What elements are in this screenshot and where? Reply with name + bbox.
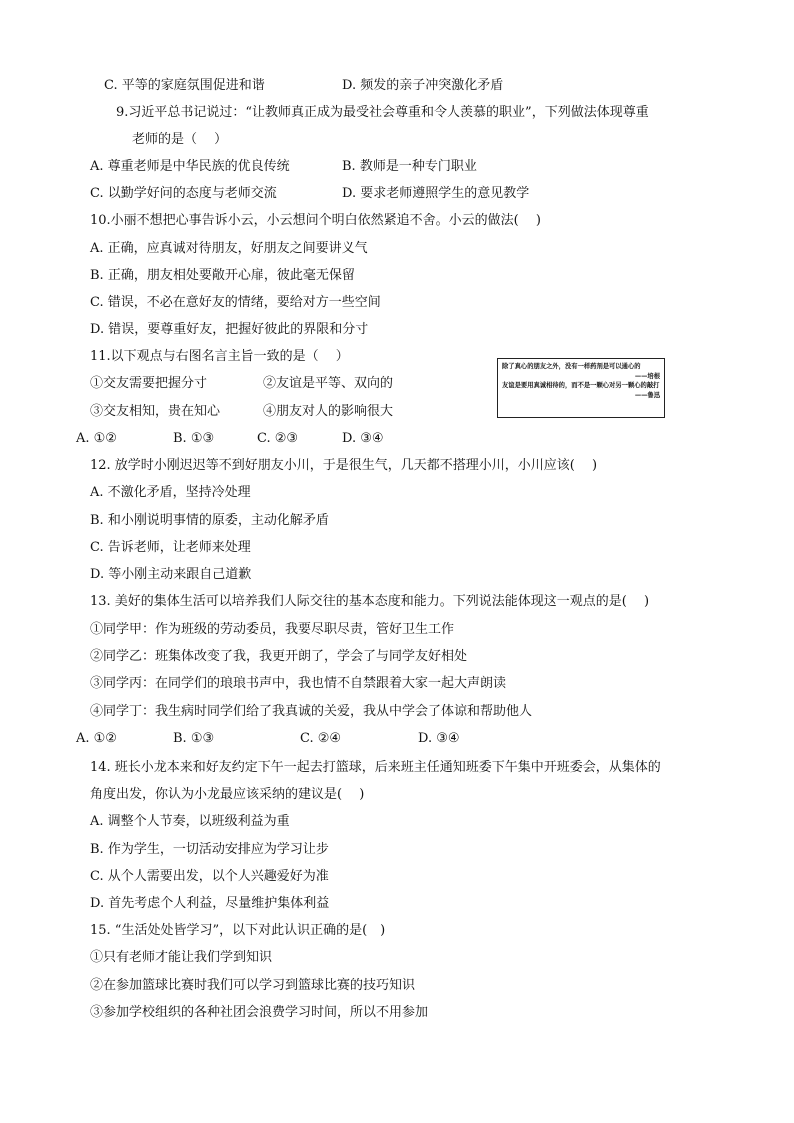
q9-option-c: C. 以勤学好问的态度与老师交流: [90, 186, 277, 201]
q14-stem: 14. 班长小龙本来和好友约定下午一起去打篮球，后来班主任通知班委下午集中开班委会，从集体的: [90, 760, 661, 775]
q14-stem-cont: 角度出发，你认为小龙最应该采纳的建议是( ): [90, 787, 365, 802]
q13-statement-3: ③同学丙：在同学们的琅琅书声中，我也情不自禁跟着大家一起大声朗读: [90, 676, 507, 691]
q11-option-c: C. ②③: [257, 431, 299, 446]
q12-stem: 12. 放学时小刚迟迟等不到好朋友小川，于是很生气，几天都不搭理小川，小川应该( ): [90, 458, 598, 473]
q14-option-c: C. 从个人需要出发，以个人兴趣爱好为准: [90, 869, 329, 884]
q13-statement-2: ②同学乙：班集体改变了我，我更开朗了，学会了与同学友好相处: [90, 649, 468, 664]
q12-option-d: D. 等小刚主动来跟自己道歉: [90, 567, 252, 582]
q12-option-c: C. 告诉老师，让老师来处理: [90, 540, 251, 555]
q11-statement-1: ①交友需要把握分寸: [90, 376, 208, 391]
q10-option-d: D. 错误，要尊重好友，把握好彼此的界限和分寸: [90, 322, 369, 337]
q14-option-b: B. 作为学生，一切活动安排应为学习让步: [90, 842, 329, 857]
q13-option-d: D. ③④: [418, 731, 460, 746]
q11-option-b: B. ①③: [173, 431, 215, 446]
q8-option-c: C. 平等的家庭氛围促进和谐: [104, 78, 265, 93]
q15-statement-3: ③参加学校组织的各种社团会浪费学习时间，所以不用参加: [90, 1005, 429, 1020]
q12-option-a: A. 不激化矛盾，坚持冷处理: [90, 485, 251, 500]
q11-stem: 11.以下观点与右图名言主旨一致的是（ ）: [90, 349, 349, 364]
q15-stem: 15. “生活处处皆学习”，以下对此认识正确的是( ): [90, 923, 386, 938]
q13-option-c: C. ②④: [300, 731, 342, 746]
q13-option-a: A. ①②: [76, 731, 117, 746]
quote-image: [497, 358, 665, 418]
quote-line-1: 除了真心的朋友之外，没有一样药剂是可以通心的: [502, 363, 641, 370]
q13-option-b: B. ①③: [173, 731, 215, 746]
q12-option-b: B. 和小刚说明事情的原委，主动化解矛盾: [90, 513, 329, 528]
q10-option-a: A. 正确，应真诚对待朋友，好朋友之间要讲义气: [90, 241, 368, 256]
q14-option-d: D. 首先考虑个人利益，尽量维护集体利益: [90, 896, 330, 911]
q10-option-b: B. 正确，朋友相处要敞开心扉，彼此毫无保留: [90, 268, 355, 283]
quote-author-1: ——培根: [634, 372, 660, 380]
q11-statement-2: ②友谊是平等、双向的: [263, 376, 394, 391]
q13-statement-1: ①同学甲：作为班级的劳动委员，我要尽职尽责，管好卫生工作: [90, 622, 455, 637]
q9-stem: 9.习近平总书记说过：“让教师真正成为最受社会尊重和令人羡慕的职业”，下列做法体现尊重: [116, 105, 649, 120]
q15-statement-1: ①只有老师才能让我们学到知识: [90, 950, 273, 965]
quote-author-2: ——鲁迅: [634, 391, 660, 399]
quote-line-2: 友谊是要用真诚相待的，而不是一颗心对另一颗心的敲打: [502, 382, 660, 389]
q10-option-c: C. 错误，不必在意好友的情绪，要给对方一些空间: [90, 295, 381, 310]
q8-option-d: D. 频发的亲子冲突激化矛盾: [342, 78, 504, 93]
q13-stem: 13. 美好的集体生活可以培养我们人际交往的基本态度和能力。下列说法能体现这一观点的是( ): [90, 594, 650, 609]
q11-option-a: A. ①②: [76, 431, 117, 446]
q13-statement-4: ④同学丁：我生病时同学们给了我真诚的关爱，我从中学会了体谅和帮助他人: [90, 704, 533, 719]
q9-option-b: B. 教师是一种专门职业: [342, 159, 477, 174]
q9-option-a: A. 尊重老师是中华民族的优良传统: [90, 159, 290, 174]
q11-statement-3: ③交友相知，贵在知心: [90, 404, 221, 419]
q10-stem: 10.小丽不想把心事告诉小云，小云想问个明白依然紧追不舍。小云的做法( ): [90, 213, 541, 228]
q9-option-d: D. 要求老师遵照学生的意见教学: [342, 186, 530, 201]
q9-stem-cont: 老师的是（ ）: [132, 132, 228, 147]
q15-statement-2: ②在参加篮球比赛时我们可以学习到篮球比赛的技巧知识: [90, 978, 416, 993]
q11-option-d: D. ③④: [342, 431, 384, 446]
q11-statement-4: ④朋友对人的影响很大: [263, 404, 394, 419]
q14-option-a: A. 调整个人节奏，以班级利益为重: [90, 814, 290, 829]
